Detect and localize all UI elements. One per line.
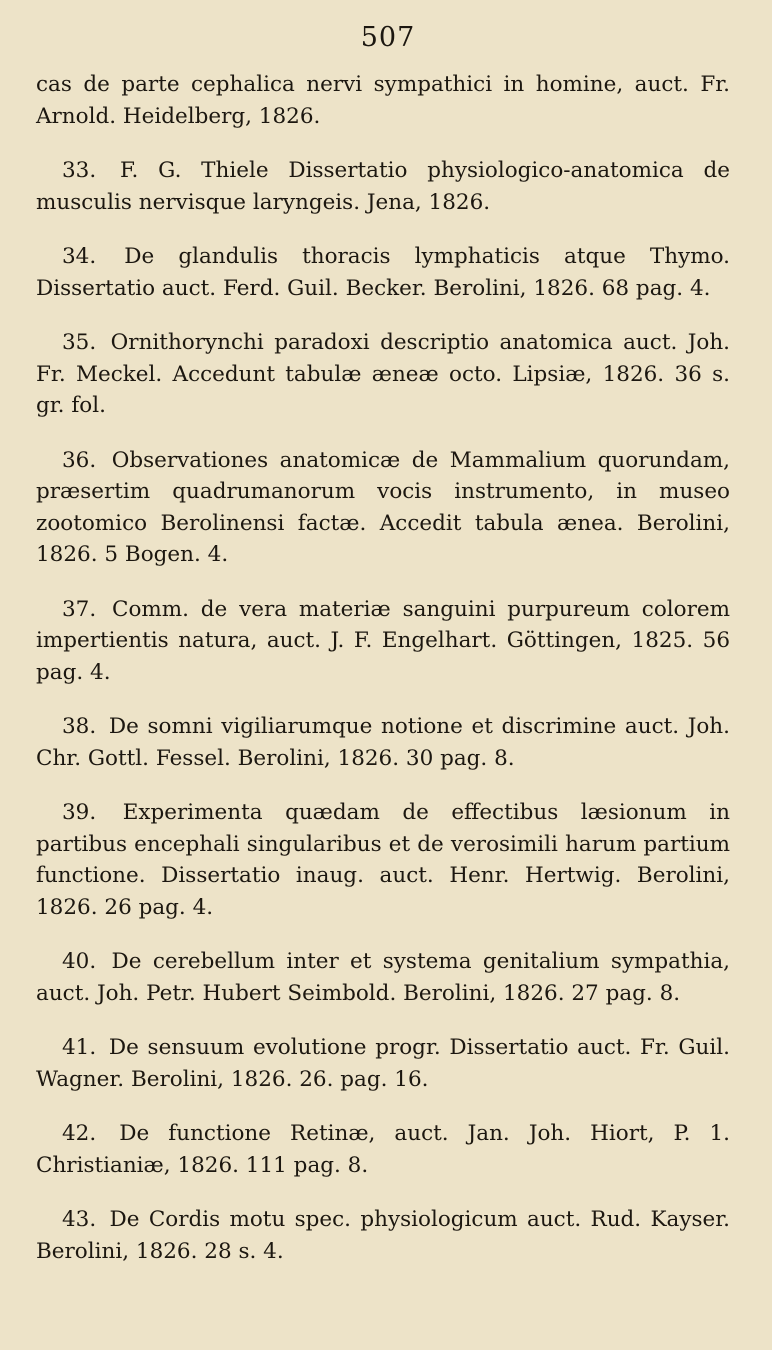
entry-text: De sensuum evolutione progr. Dissertatio auct. Fr. Guil. Wagner. Berolini, 1826. 26. pag. 16. [36, 1035, 730, 1092]
entry-text: Observationes anatomicæ de Mammalium quorundam, præsertim quadrumanorum vocis instrumento, in museo zootomico Berolinensi factæ. Accedit tabula ænea. Berolini, 1826. 5 Bogen. 4. [36, 447, 730, 567]
entry-33 [36, 155, 730, 218]
entry-number: 34. [62, 244, 97, 269]
entry-number: 35. [62, 330, 97, 355]
entry-38 [36, 711, 730, 774]
entry-41 [36, 1032, 730, 1095]
page-number: 507 [360, 22, 416, 53]
entry-36 [36, 445, 730, 571]
entry-text: De glandulis thoracis lymphaticis atque Thymo. Dissertatio auct. Ferd. Guil. Becker. Berolini, 1826. 68 pag. 4. [36, 244, 730, 301]
entry-43 [36, 1204, 730, 1267]
entry-42 [36, 1118, 730, 1181]
entry-number: 38. [62, 714, 97, 739]
entry-text: Experimenta quædam de effectibus læsionum in partibus encephali singularibus et de verosimili harum partium functione. Dissertatio inaug. auct. Henr. Hertwig. Berolini, 1826. 26 pag. 4. [36, 800, 730, 920]
entry-text: De functione Retinæ, auct. Jan. Joh. Hiort, P. 1. Christianiæ, 1826. 111 pag. 8. [36, 1121, 730, 1178]
entry-number: 43. [62, 1207, 97, 1232]
entry-number: 41. [62, 1035, 97, 1060]
entry-text: F. G. Thiele Dissertatio physiologico-anatomica de musculis nervisque laryngeis. Jena, 1826. [36, 158, 730, 215]
entry-text: De cerebellum inter et systema genitalium sympathia, auct. Joh. Petr. Hubert Seimbold. Berolini, 1826. 27 pag. 8. [36, 949, 730, 1006]
entry-text: cas de parte cephalica nervi sympathici in homine, auct. Fr. Arnold. Heidelberg, 1826. [36, 72, 730, 129]
entry-number: 36. [62, 447, 97, 473]
entry-text: Ornithorynchi paradoxi descriptio anatomica auct. Joh. Fr. Meckel. Accedunt tabulæ æneæ octo. Lipsiæ, 1826. 36 s. gr. fol. [36, 330, 730, 418]
entry-number: 39. [62, 800, 97, 825]
entry-text: Comm. de vera materiæ sanguini purpureum colorem impertientis natura, auct. J. F. Engelhart. Göttingen, 1825. 56 pag. 4. [36, 596, 730, 685]
entry-37 [36, 594, 730, 689]
entry-40 [36, 946, 730, 1009]
entry-number: 42. [62, 1121, 97, 1146]
entry-text: De somni vigiliarumque notione et discrimine auct. Joh. Chr. Gottl. Fessel. Berolini, 1826. 30 pag. 8. [36, 714, 730, 771]
entry-number: 37. [62, 596, 97, 622]
entry-35 [36, 327, 730, 422]
entry-number: 40. [62, 949, 97, 974]
entry-number: 33. [62, 158, 97, 183]
entry-39 [36, 797, 730, 923]
entry-34 [36, 241, 730, 304]
entry-continued [36, 69, 730, 132]
entry-text: De Cordis motu spec. physiologicum auct. Rud. Kayser. Berolini, 1826. 28 s. 4. [36, 1207, 730, 1264]
